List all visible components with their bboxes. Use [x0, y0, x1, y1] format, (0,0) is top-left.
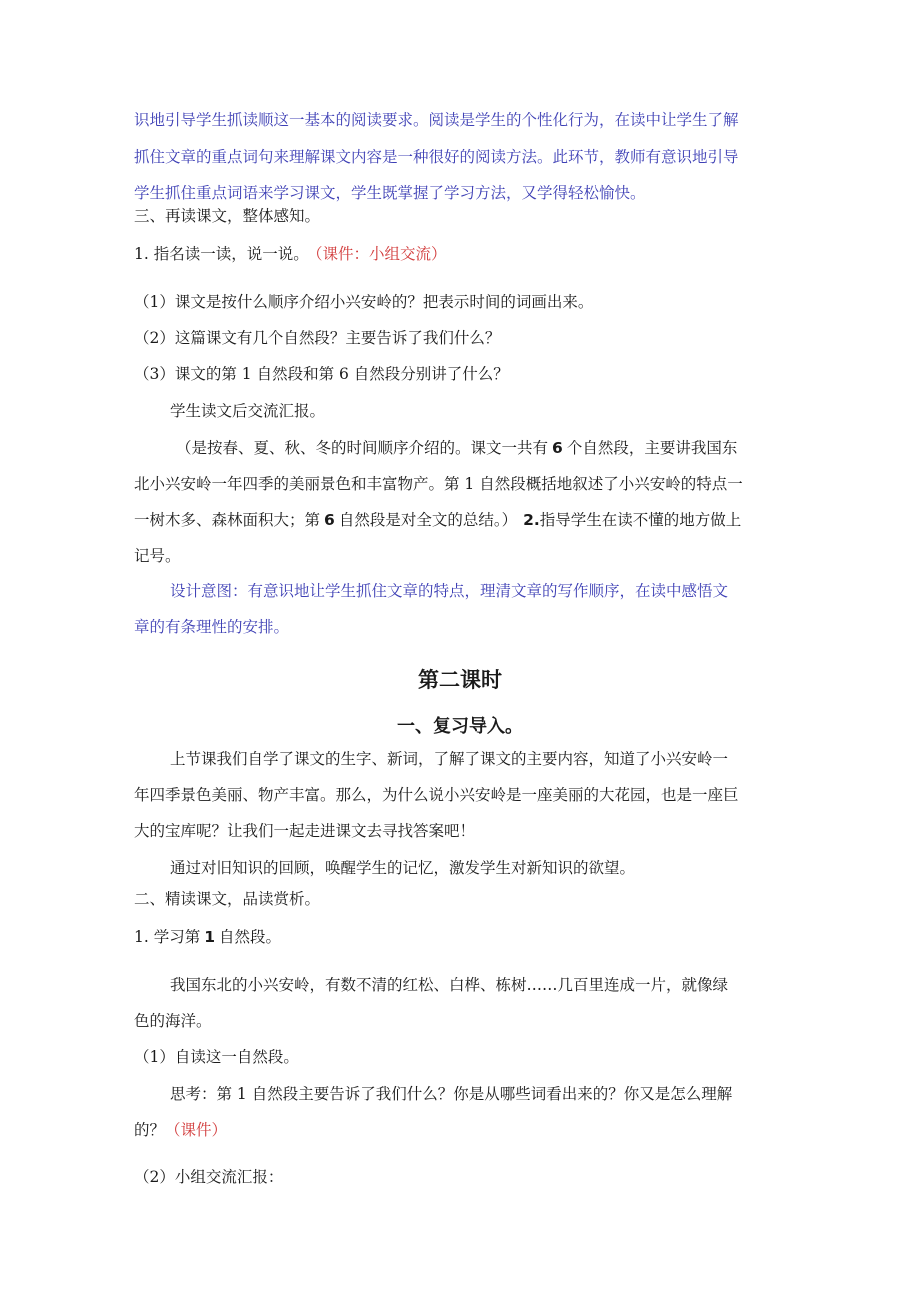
courseware-note: （课件：小组交流） — [314, 245, 447, 263]
answer-line: 北小兴安岭一年四季的美丽景色和丰富物产。第 1 自然段概括地叙述了小兴安岭的特点一 — [134, 475, 743, 493]
question: （2）这篇课文有几个自然段？主要告诉了我们什么？ — [134, 329, 501, 347]
item-2-number: 2. — [523, 511, 540, 529]
report-line: 学生读文后交流汇报。 — [170, 402, 326, 420]
courseware-note: （课件） — [165, 1121, 228, 1139]
study-item — [134, 927, 281, 947]
item-1 — [134, 244, 446, 264]
review-note: 通过对旧知识的回顾，唤醒学生的记忆，激发学生对新知识的欲望。 — [170, 859, 636, 877]
item-1-text: 1. 指名读一读，说一说。 — [134, 245, 309, 263]
think-line — [134, 1120, 227, 1140]
group-report: （2）小组交流汇报： — [134, 1168, 284, 1186]
review-para-line: 上节课我们自学了课文的生字、新词，了解了课文的主要内容，知道了小兴安岭一 — [170, 750, 729, 768]
answer-text: 一树木多、森林面积大；第 — [134, 511, 321, 529]
self-read: （1）自读这一自然段。 — [134, 1048, 299, 1066]
answer-text: 自然段是对全文的总结。） — [338, 511, 518, 529]
design-note-line: 抓住文章的重点词句来理解课文内容是一种很好的阅读方法。此环节，教师有意识地引导 — [134, 148, 739, 166]
answer-number: 6 — [552, 439, 563, 457]
section-heading: 二、精读课文，品读赏析。 — [134, 890, 321, 908]
answer-text: 指导学生在读不懂的地方做上 — [539, 511, 742, 529]
question: （1）课文是按什么顺序介绍小兴安岭的？把表示时间的词画出来。 — [134, 293, 594, 311]
answer-line — [176, 438, 737, 458]
think-line: 思考：第 1 自然段主要告诉了我们什么？你是从哪些词看出来的？你又是怎么理解 — [170, 1085, 733, 1103]
lesson-title: 第二课时 — [418, 668, 502, 692]
review-para-line: 年四季景色美丽、物产丰富。那么，为什么说小兴安岭是一座美丽的大花园，也是一座巨 — [134, 786, 739, 804]
study-number: 1 — [204, 928, 216, 946]
design-note-line: 设计意图：有意识地让学生抓住文章的特点，理清文章的写作顺序，在读中感悟文 — [170, 582, 729, 600]
think-text: 的？ — [134, 1121, 166, 1139]
design-note-line: 识地引导学生抓读顺这一基本的阅读要求。阅读是学生的个性化行为，在读中让学生了解 — [134, 111, 739, 129]
question: （3）课文的第 1 自然段和第 6 自然段分别讲了什么？ — [134, 365, 509, 383]
study-text: 自然段。 — [219, 928, 282, 946]
answer-text: 个自然段，主要讲我国东 — [566, 439, 738, 457]
review-heading: 一、复习导入。 — [397, 716, 523, 737]
study-text: 1. 学习第 — [134, 928, 201, 946]
text-quote-line: 我国东北的小兴安岭，有数不清的红松、白桦、栋树……几百里连成一片，就像绿 — [170, 976, 729, 994]
section-heading: 三、再读课文，整体感知。 — [134, 207, 321, 225]
review-para-line: 大的宝库呢？让我们一起走进课文去寻找答案吧！ — [134, 822, 476, 840]
text-quote-line: 色的海洋。 — [134, 1012, 212, 1030]
design-note-line: 章的有条理性的安排。 — [134, 618, 290, 636]
answer-line: 记号。 — [134, 547, 181, 565]
answer-number: 6 — [324, 511, 335, 529]
design-note-line: 学生抓住重点词语来学习课文，学生既掌握了学习方法，又学得轻松愉快。 — [134, 184, 646, 202]
answer-line — [134, 510, 741, 530]
answer-text: （是按春、夏、秋、冬的时间顺序介绍的。课文一共有 — [176, 439, 549, 457]
